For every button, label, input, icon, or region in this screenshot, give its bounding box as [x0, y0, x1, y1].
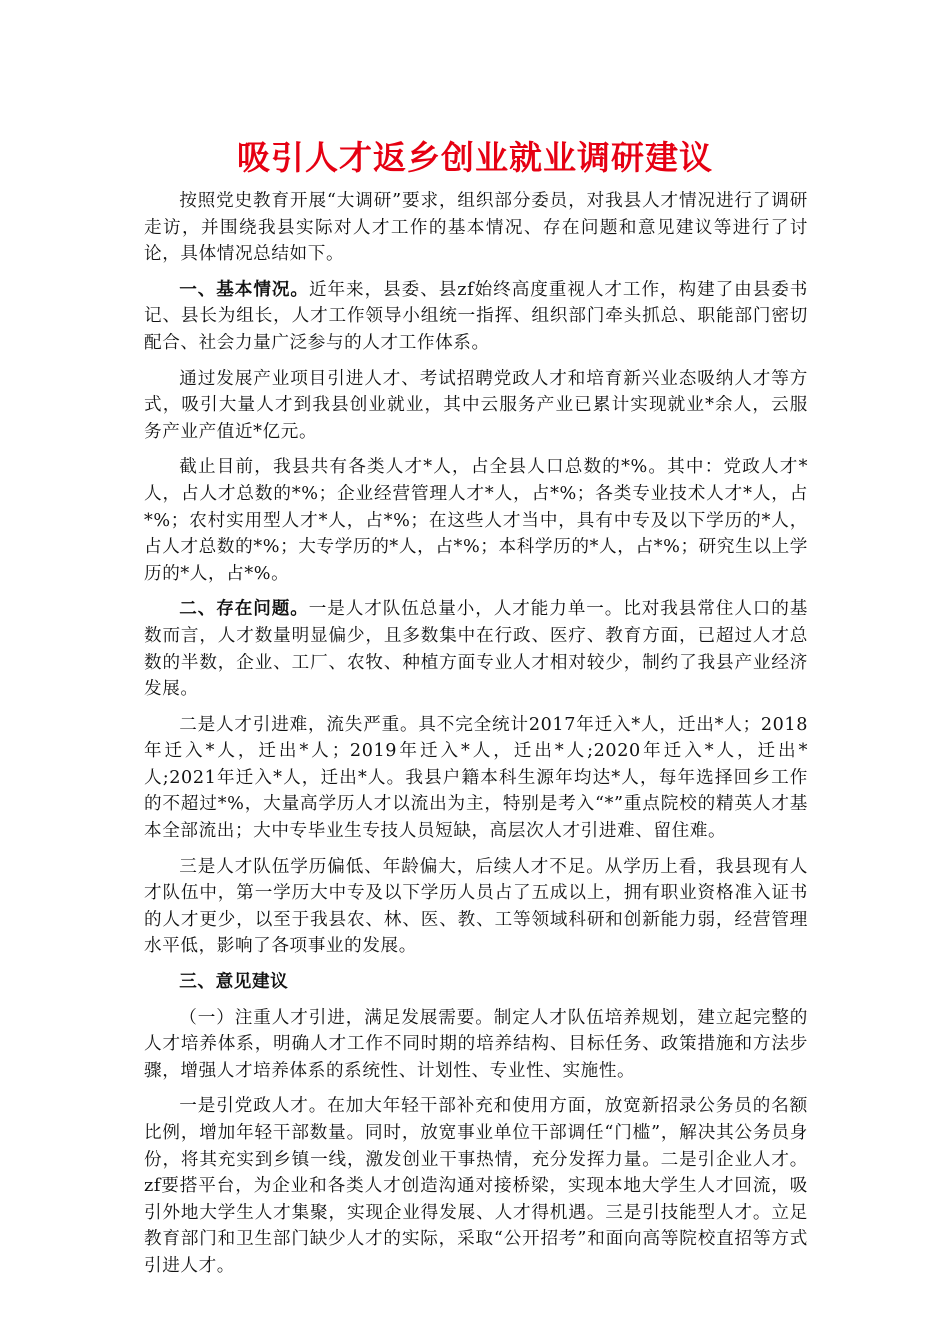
section-heading: 二、存在问题。: [179, 598, 309, 620]
paragraph-text: 一是引党政人才。在加大年轻干部补充和使用方面，放宽新招录公务员的名额比例，增加年轻干部数量。同时，放宽事业单位干部调任“门槛”，解决其公务员身份，将其充实到乡镇一线，激发创业干事热情，充分发挥力量。二是引企业人才。zf要搭平台，为企业和各类人才创造沟通对接桥梁，实现本地大学生人才回流，吸引外地大学生人才集聚，实现企业得发展、人才得机遇。三是引技能型人才。立足教育部门和卫生部门缺少人才的实际，采取“公开招考”和面向高等院校直招等方式引进人才。: [144, 1096, 808, 1276]
paragraph-text: 一是人才队伍总量小，人才能力单一。比对我县常住人口的基数而言，人才数量明显偏少，且多数集中在行政、医疗、教育方面，已超过人才总数的半数，企业、工厂、农牧、种植方面专业人才相对较少，制约了我县产业经济发展。: [144, 599, 809, 700]
body-paragraph: [144, 1093, 808, 1279]
document-body: [144, 188, 808, 1280]
body-paragraph: [144, 454, 808, 587]
document-title: 吸引人才返乡创业就业调研建议: [237, 138, 713, 177]
paragraph-text: 截止目前，我县共有各类人才*人，占全县人口总数的*%。其中：党政人才*人，占人才总数的*%；企业经营管理人才*人，占*%；各类专业技术人才*人，占*%；农村实用型人才*人，占*%；在这些人才当中，具有中专及以下学历的*人，占人才总数的*%；大专学历的*人，占*%；本科学历的*人，占*%；研究生以上学历的*人，占*%。: [144, 457, 808, 584]
body-paragraph: [144, 712, 808, 845]
paragraph-text: 按照党史教育开展“大调研”要求，组织部分委员，对我县人才情况进行了调研走访，并围绕我县实际对人才工作的基本情况、存在问题和意见建议等进行了讨论，具体情况总结如下。: [144, 191, 808, 265]
section-suggestions: [144, 969, 808, 996]
paragraph-text: （一）注重人才引进，满足发展需要。制定人才队伍培养规划，建立起完整的人才培养体系，明确人才工作不同时期的培养结构、目标任务、政策措施和方法步骤，增强人才培养体系的系统性、计划性、专业性、实施性。: [144, 1007, 808, 1081]
section-heading: 一、基本情况。: [179, 278, 309, 300]
section-problems: [144, 596, 808, 702]
body-paragraph: [144, 854, 808, 960]
paragraph-text: 通过发展产业项目引进人才、考试招聘党政人才和培育新兴业态吸纳人才等方式，吸引大量人才到我县创业就业，其中云服务产业已累计实现就业*余人，云服务产业产值近*亿元。: [144, 368, 808, 442]
paragraph-text: 近年来，县委、县zf始终高度重视人才工作，构建了由县委书记、县长为组长，人才工作领导小组统一指挥、组织部门牵头抓总、职能部门密切配合、社会力量广泛参与的人才工作体系。: [144, 279, 808, 353]
section-basic-situation: [144, 277, 808, 357]
paragraph-text: 三是人才队伍学历偏低、年龄偏大，后续人才不足。从学历上看，我县现有人才队伍中，第一学历大中专及以下学历人员占了五成以上，拥有职业资格准入证书的人才更少，以至于我县农、林、医、教、工等领域科研和创新能力弱，经营管理水平低，影响了各项事业的发展。: [144, 856, 808, 957]
intro-paragraph: [144, 188, 808, 268]
paragraph-text: 二是人才引进难，流失严重。具不完全统计2017年迁入*人，迁出*人；2018年迁入*人，迁出*人；2019年迁入*人，迁出*人;2020年迁入*人，迁出*人;2021年迁入*人，迁出*人。我县户籍本科生源年均达*人，每年选择回乡工作的不超过*%，大量高学历人才以流出为主，特别是考入“*”重点院校的精英人才基本全部流出；大中专毕业生专技人员短缺，高层次人才引进难、留住难。: [144, 714, 808, 842]
body-paragraph: [144, 1005, 808, 1085]
section-heading: 三、意见建议: [179, 971, 289, 993]
body-paragraph: [144, 366, 808, 446]
